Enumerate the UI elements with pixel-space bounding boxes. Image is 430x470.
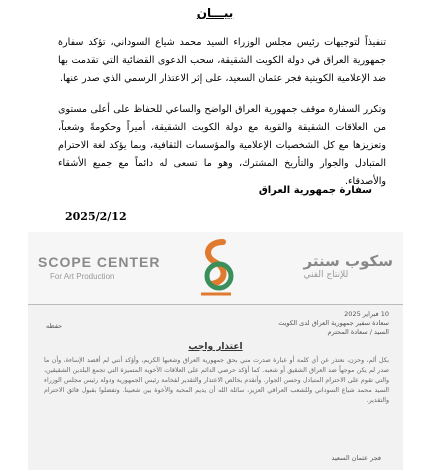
- scope-center-logo-icon: [193, 236, 239, 304]
- letter-title: اعتذار واجب: [188, 342, 243, 352]
- brand-arabic: [303, 252, 393, 280]
- statement-title: بيـــان: [196, 6, 234, 20]
- letterhead: [28, 232, 403, 305]
- statement-date: 2025/2/12: [65, 210, 127, 223]
- embassy-signature: سفارة جمهورية العراق: [258, 185, 372, 196]
- recipient-line-2: السيد / سعادة المحترم: [327, 328, 389, 336]
- attached-letter-image: [28, 232, 403, 470]
- brand-english-tagline: For Art Production: [50, 272, 115, 281]
- brand-arabic-tagline: للإنتاج الفني: [303, 270, 349, 280]
- letter-body: بكل ألم، وحزن، نعتذر عن أي كلمة أو عبارة صدرت مني بحق جمهورية العراق وشعبها الكريم، وأؤكد أنني لم أقصد الإساءة، وأن ما صدر لم يكن موجهاً ضد العراق الشقيق أو شعبه. كما أؤكد حرصي الدائم على العلاقات الأخوية المتميزة التي تجمع البلدين الشقيقين، والتي تقوم على الاحترام المتبادل وحسن الجوار. وأتقدم بخالص الاعتذار والتقدير لفخامة رئيس الجمهورية ودولة رئيس مجلس الوزراء السيد محمد شياع السوداني وللشعب العراقي العزيز، سائلة الله أن يديم المحبة والأخوة بين شعبينا. وتفضلوا بقبول فائق الاحترام والتقدير.: [44, 357, 389, 404]
- letter-meta: [278, 310, 389, 337]
- brand-arabic-name: سكوب سنتر: [303, 252, 393, 270]
- brand-english-name: SCOPE CENTER: [38, 254, 161, 270]
- letter-signer: فجر عثمان السعيد: [331, 454, 381, 462]
- greeting-left: حفظه: [46, 322, 63, 330]
- recipient-line-1: سعادة سفير جمهورية العراق لدى الكويت: [278, 319, 389, 327]
- statement-paragraph-1: تنفيذاً لتوجيهات رئيس مجلس الوزراء السيد محمد شياع السوداني، تؤكد سفارة جمهورية العراق في دولة الكويت الشقيقة، سحب الدعوى القضائية التي تقدمت بها ضد الإعلامية الكويتية فجر عثمان السعيد، على إثر الاعتذار الرسمي الذي صدر عنها.: [58, 37, 386, 84]
- brand-english: [38, 254, 160, 281]
- statement-paragraph-2: وتكرر السفارة موقف جمهورية العراق الواضح والساعي للحفاظ على أعلى مستوى من العلاقات الشقيقة والقوية مع دولة الكويت الشقيقة، أميراً وحكومةً وشعباً، وتعزيزها مع كل الشخصيات الإعلامية والمؤسسات الثقافية، وبما يؤكد لغة الاحترام المتبادل والجوار والتأريخ المشترك، وهو ما تسعى له دائماً مع جميع الأشقاء والأصدقاء.: [58, 104, 386, 187]
- letter-date: 10 فبراير 2025: [344, 310, 389, 318]
